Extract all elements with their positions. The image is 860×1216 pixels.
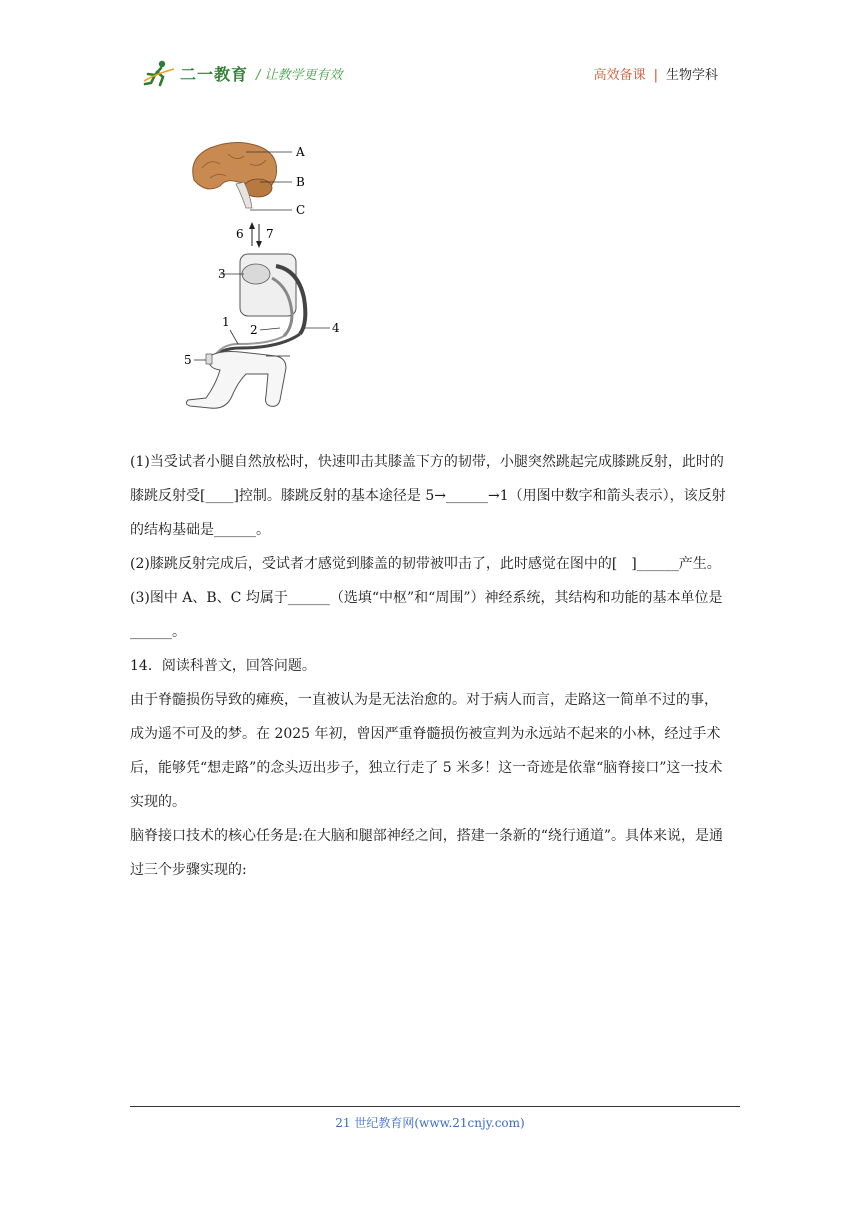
label-B: B [296,175,305,189]
knee-reflex-diagram [180,138,350,413]
reading-paragraph-2: 脑脊接口技术的核心任务是:在大脑和腿部神经之间，搭建一条新的“绕行通道”。具体来说，是通过三个步骤实现的: [130,828,724,878]
runner-logo-icon [142,59,176,87]
label-1: 1 [222,315,230,329]
question-content [130,445,730,887]
question-14-title: 14．阅读科普文，回答问题。 [130,658,316,674]
question-13-part-3: (3)图中 A、B、C 均属于______（选填“中枢”和“周围”）神经系统，其结构和功能的基本单位是______。 [130,590,723,640]
label-7: 7 [266,227,274,241]
label-A: A [296,145,305,159]
logo-text: 二一教育 [180,64,249,84]
page-header [0,0,860,100]
question-13-part-2: (2)膝跳反射完成后，受试者才感觉到膝盖的韧带被叩击了，此时感觉在图中的[ ]______产生。 [130,556,721,572]
label-2: 2 [250,323,258,337]
label-4: 4 [332,321,340,335]
header-subject [594,64,718,83]
logo [142,58,343,88]
question-13-part-1: (1)当受试者小腿自然放松时，快速叩击其膝盖下方的韧带，小腿突然跳起完成膝跳反射，此时的膝跳反射受[____]控制。膝跳反射的基本途径是 5→______→1（用图中数字和箭头表示），该反射的结构基础是______。 [130,454,726,538]
logo-slogan: / 让教学更有效 [256,67,343,83]
footer-divider [130,1106,740,1107]
spinal-cord-segment [240,254,296,316]
slogan-text: 让教学更有效 [264,67,343,83]
label-6: 6 [236,227,244,241]
header-subject-name: 生物学科 [665,68,718,83]
header-separator: | [653,68,658,83]
footer-source: 21 世纪教育网(www.21cnjy.com) [335,1116,525,1130]
header-efficient-prep: 高效备课 [593,68,646,83]
reflex-diagram-svg [180,138,350,413]
label-3: 3 [218,267,226,281]
reading-paragraph-1: 由于脊髓损伤导致的瘫痪，一直被认为是无法治愈的。对于病人而言，走路这一简单不过的事，成为遥不可及的梦。在 2025 年初，曾因严重脊髓损伤被宣判为永远站不起来的小林，经过手术后，能够凭“想走路”的念头迈出步子，独立行走了 5 米多！这一奇迹是依靠“脑脊接口”这一技术实现的。 [130,692,723,810]
label-5: 5 [184,353,192,367]
label-C: C [296,203,306,217]
